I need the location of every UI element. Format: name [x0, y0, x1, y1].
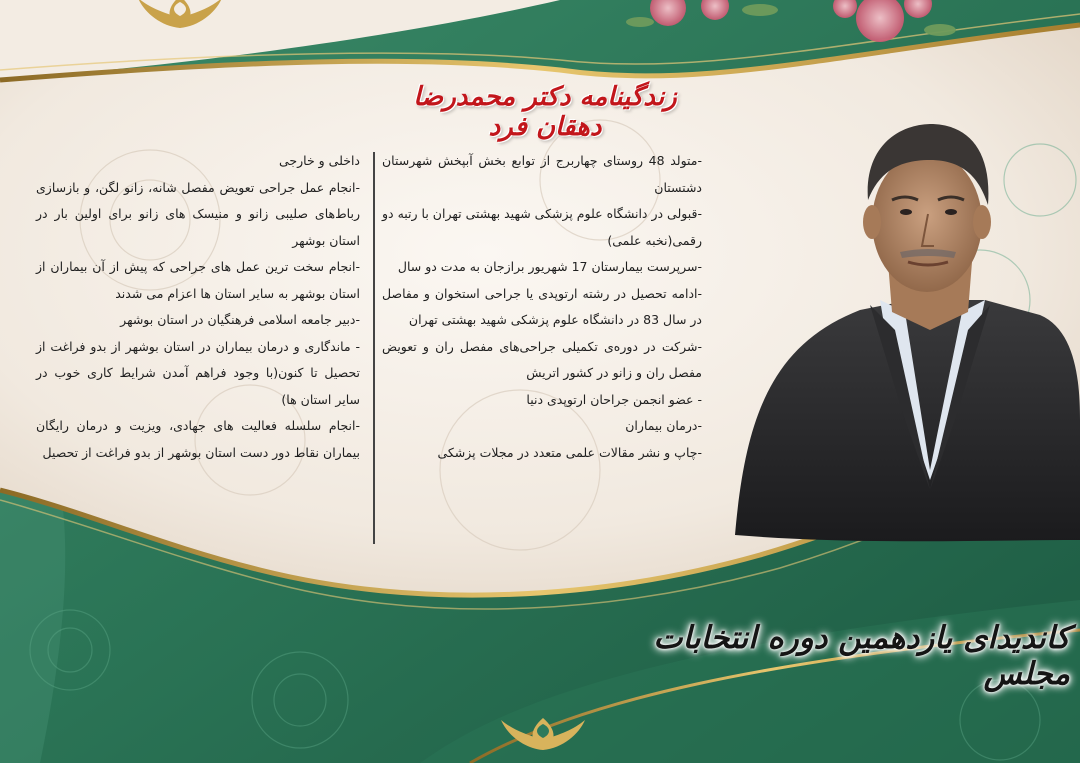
campaign-slogan: کاندیدای یازدهمین دوره انتخابات مجلس: [653, 620, 1070, 692]
bio-item: -متولد 48 روستای چهاربرج از توابع بخش آبپخش شهرستان دشتستان: [382, 153, 703, 195]
bio-item: -انجام سخت ترین عمل های جراحی که پیش از آن بیماران از استان بوشهر به سایر استان ها اعزام می شدند: [36, 259, 360, 301]
bio-item: داخلی و خارجی: [278, 153, 360, 168]
bio-item: -قبولی در دانشگاه علوم پزشکی شهید بهشتی تهران با رتبه دو رقمی(نخبه علمی): [382, 206, 702, 248]
bio-item: -دبیر جامعه اسلامی فرهنگیان در استان بوشهر: [120, 312, 360, 327]
bio-column-left: [36, 148, 360, 466]
page-title: زندگینامه دکتر محمدرضا دهقان فرد: [413, 82, 677, 142]
bio-column-right: [382, 148, 702, 466]
bio-item: - ماندگاری و درمان بیماران در استان بوشهر از بدو فراغت از تحصیل تا کنون(با وجود فراهم آمدن شرایط کاری خوب در سایر استان ها): [36, 338, 360, 407]
bio-item: -درمان بیماران: [625, 418, 702, 433]
bio-item: -چاپ و نشر مقالات علمی متعدد در مجلات پزشکی: [437, 444, 702, 460]
bio-item: - عضو انجمن جراحان ارتوپدی دنیا: [526, 391, 702, 407]
column-divider: [373, 152, 375, 544]
bio-item: -سرپرست بیمارستان 17 شهریور برازجان به مدت دو سال: [397, 259, 702, 274]
bio-item: -شرکت در دوره‌ی تکمیلی جراحی‌های مفصل ران و تعویض مفصل ران و زانو در کشور اتریش: [382, 338, 702, 380]
bio-item: -انجام سلسله فعالیت های جهادی، ویزیت و درمان رایگان بیماران نقاط دور دست استان بوشهر از بدو فراغت از تحصیل: [36, 418, 360, 460]
bio-item: -انجام عمل جراحی تعویض مفصل شانه، زانو لگن، و بازسازی رباط‌های صلیبی زانو و منیسک های زانو برای اولین بار در استان بوشهر: [36, 179, 360, 248]
bio-item: -ادامه تحصیل در رشته ارتوپدی یا جراحی استخوان و مفاصل در سال 83 در دانشگاه علوم پزشکی شهید بهشتی تهران: [382, 285, 702, 327]
